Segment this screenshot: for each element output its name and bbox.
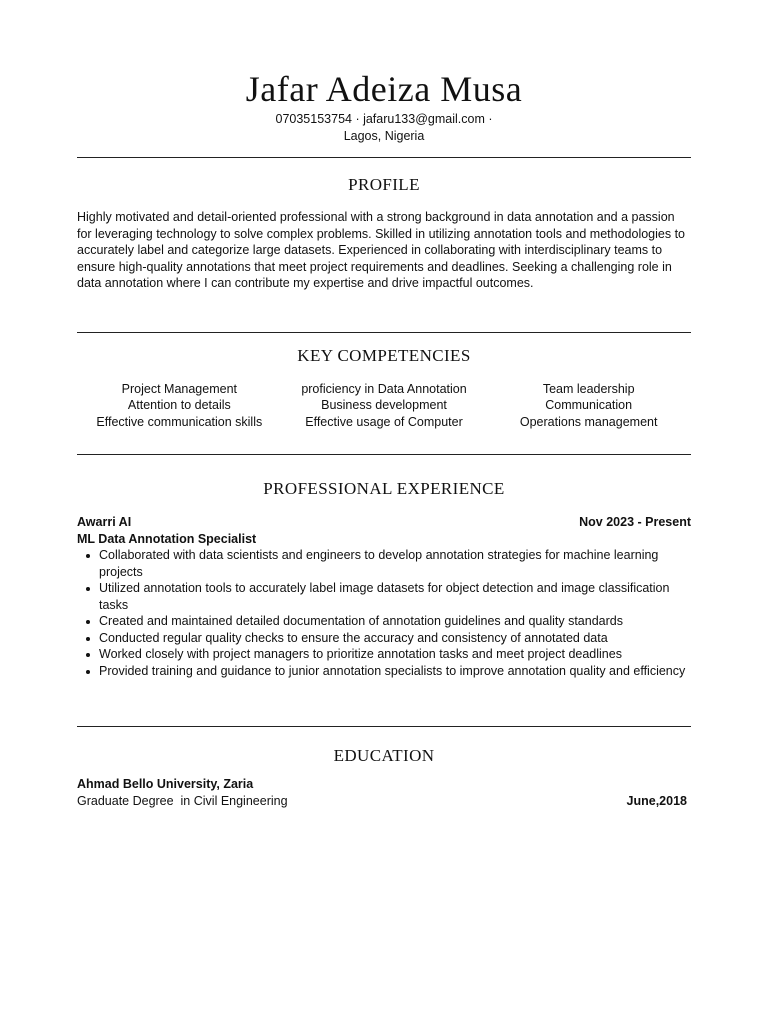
- section-title-education: EDUCATION: [333, 746, 435, 765]
- bullet-text: Provided training and guidance to junior annotation specialists to improve annotation quality and efficiency: [99, 663, 686, 678]
- education-school-row: [77, 776, 691, 793]
- divider: [77, 157, 691, 158]
- job-dates: Nov 2023 - Present: [579, 515, 691, 529]
- competencies-column: [77, 381, 282, 430]
- competency-item: Team leadership: [542, 382, 635, 396]
- bullet-icon: [86, 620, 90, 624]
- competencies-column: [486, 381, 691, 430]
- education-degree-row: [77, 793, 691, 810]
- list-item: [77, 613, 691, 630]
- graduation-date: June,2018: [626, 794, 687, 808]
- contact-phone-email: 07035153754 · jafaru133@gmail.com ·: [275, 112, 493, 126]
- competency-item: Operations management: [519, 414, 658, 429]
- contact-info: [77, 111, 691, 144]
- competency-item: Project Management: [121, 382, 237, 396]
- company-name: Awarri AI: [77, 515, 132, 529]
- job-header: [77, 514, 691, 531]
- profile-summary: Highly motivated and detail-oriented professional with a strong background in data annotation and a passion for leveraging technology to solve complex problems. Skilled in utilizing annotation tools and methodologies to accurately label and categorize large datasets. Experienced in collaborating with interdisciplinary teams to ensure high-quality annotations that meet project requirements and deadlines. Seeking a challenging role in data annotation where I can contribute my expertise and drive impactful outcomes.: [77, 210, 685, 290]
- list-item: [77, 630, 691, 647]
- competency-item: proficiency in Data Annotation: [301, 382, 467, 396]
- bullet-text: Created and maintained detailed documentation of annotation guidelines and quality standards: [99, 614, 623, 628]
- competency-item: Attention to details: [127, 398, 231, 413]
- experience-bullets: [77, 547, 691, 679]
- competency-item: Effective communication skills: [96, 414, 263, 429]
- bullet-icon: [86, 637, 90, 641]
- list-item: [77, 580, 691, 613]
- section-title-profile: PROFILE: [348, 175, 420, 194]
- bullet-text: Utilized annotation tools to accurately label image datasets for object detection and image classification tasks: [99, 581, 670, 612]
- list-item: [77, 547, 691, 580]
- bullet-text: Worked closely with project managers to prioritize annotation tasks and meet project deadlines: [99, 647, 622, 661]
- competency-item: Effective usage of Computer: [305, 414, 463, 429]
- candidate-name: Jafar Adeiza Musa: [245, 69, 523, 109]
- contact-location: Lagos, Nigeria: [343, 128, 425, 143]
- competencies-column: [282, 381, 487, 430]
- section-title-experience: PROFESSIONAL EXPERIENCE: [263, 479, 505, 498]
- divider: [77, 454, 691, 455]
- bullet-icon: [86, 587, 90, 591]
- school-name: Ahmad Bello University, Zaria: [77, 777, 254, 791]
- divider: [77, 332, 691, 333]
- competency-item: Communication: [545, 398, 633, 413]
- job-role-row: [77, 531, 691, 548]
- bullet-icon: [86, 653, 90, 657]
- bullet-icon: [86, 554, 90, 558]
- divider: [77, 726, 691, 727]
- bullet-icon: [86, 670, 90, 674]
- degree: Graduate Degree in Civil Engineering: [77, 794, 288, 808]
- list-item: [77, 646, 691, 663]
- competencies-grid: [77, 381, 691, 430]
- job-title: ML Data Annotation Specialist: [77, 532, 257, 546]
- section-title-competencies: KEY COMPETENCIES: [297, 346, 471, 365]
- competency-item: Business development: [321, 398, 447, 413]
- list-item: [77, 663, 691, 680]
- bullet-text: Conducted regular quality checks to ensure the accuracy and consistency of annotated data: [99, 630, 608, 645]
- bullet-text: Collaborated with data scientists and engineers to develop annotation strategies for machine learning projects: [99, 548, 659, 579]
